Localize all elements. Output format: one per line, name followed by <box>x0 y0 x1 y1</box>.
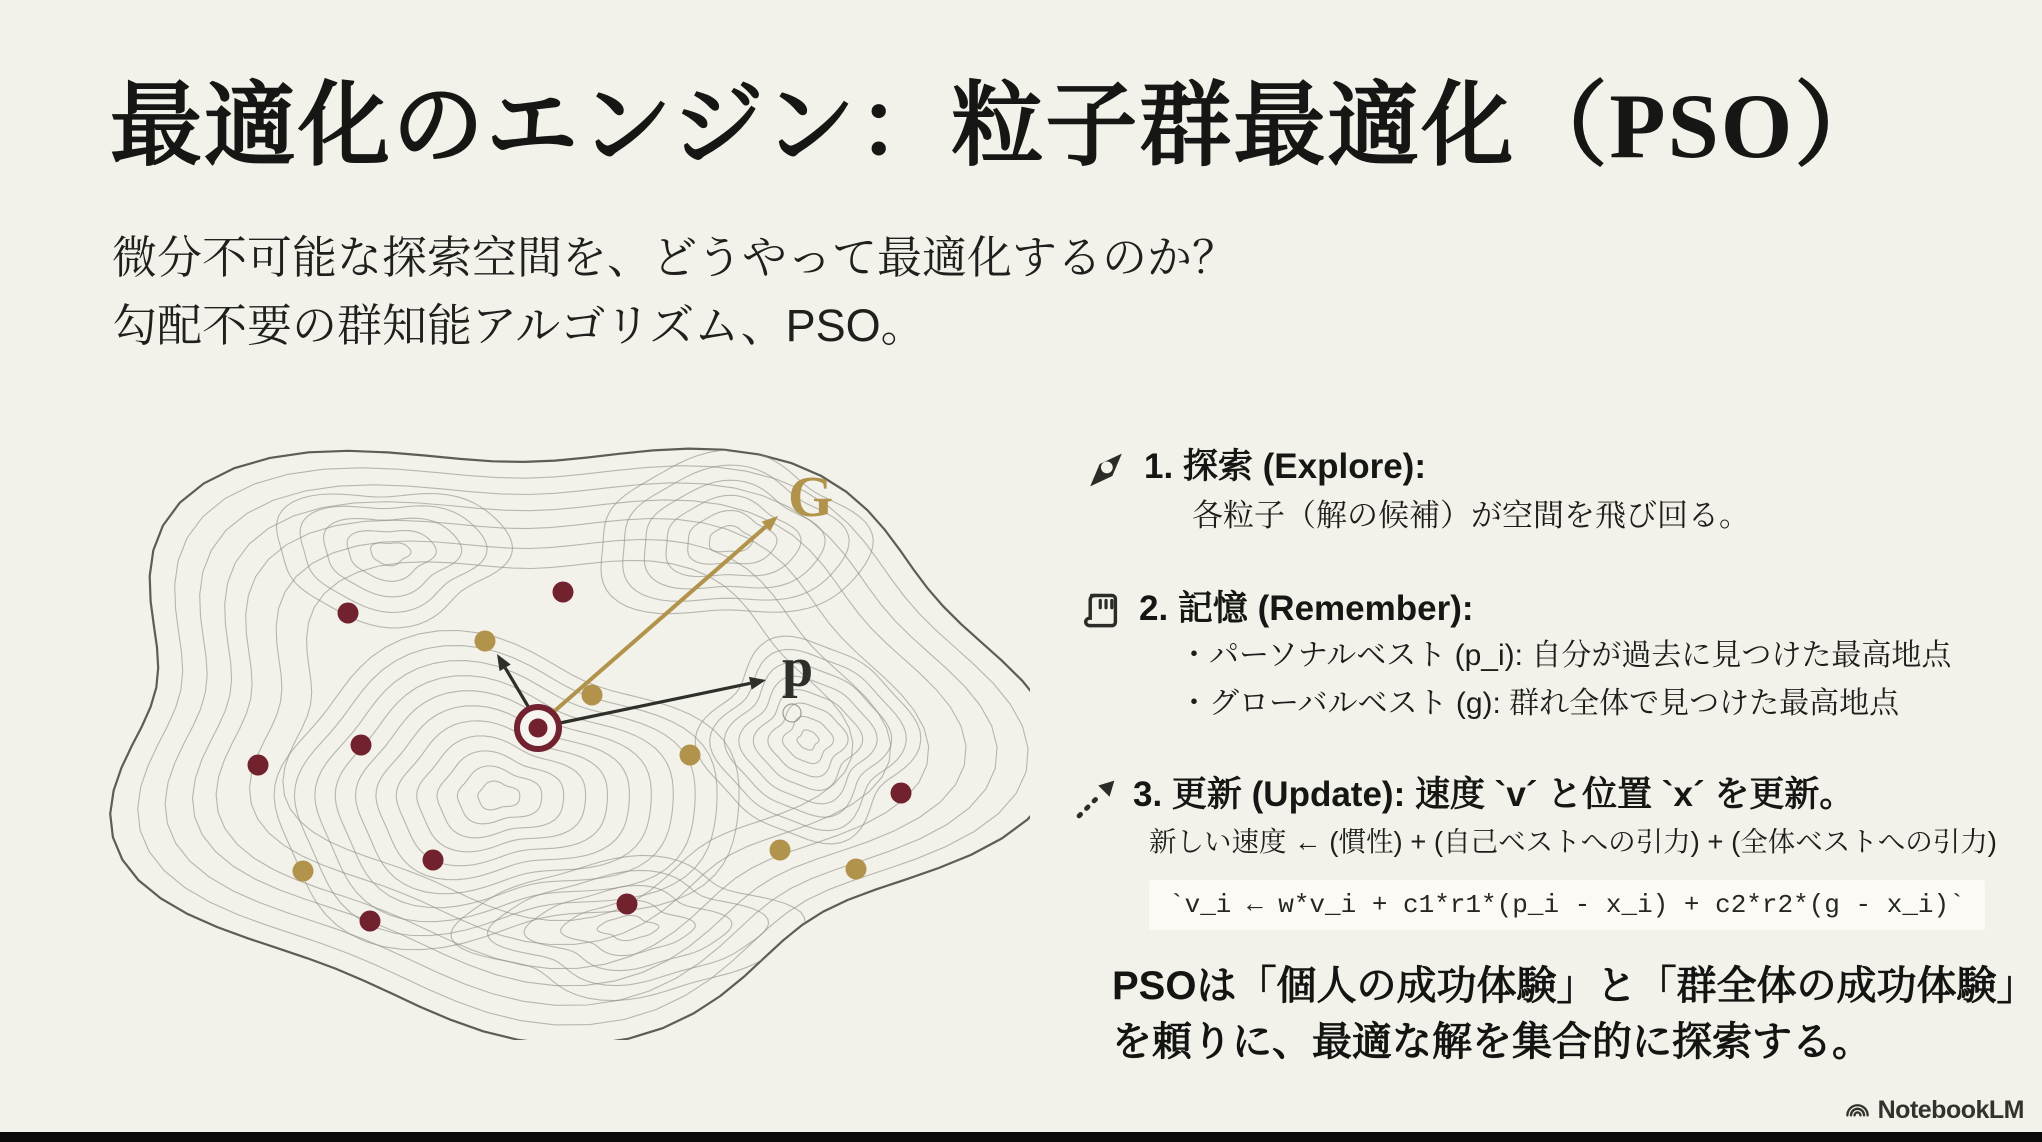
maroon-particle-dot <box>891 783 912 804</box>
gold-particle-dot <box>846 859 867 880</box>
contour-line <box>437 751 564 838</box>
contour-map-figure <box>80 428 1030 1040</box>
global-best-line: ・グローバルベスト (g): 群れ全体で見つけた最高地点 <box>1179 687 1900 720</box>
contour-line <box>216 519 929 969</box>
maroon-particle-dot <box>423 850 444 871</box>
contour-line <box>488 870 769 985</box>
page-title: 最適化のエンジン：粒子群最適化（PSO） <box>110 75 1889 177</box>
subtitle-line-2: 勾配不要の群知能アルゴリズム、PSO。 <box>112 300 926 351</box>
contour-line <box>417 736 586 852</box>
conclusion-line-1: PSOは「個人の成功体験」と「群全体の成功体験」 <box>1112 964 2037 1008</box>
step-explore <box>1083 444 1750 540</box>
step-explore-body <box>1144 444 1750 540</box>
contour-map-svg <box>80 428 1030 1040</box>
maroon-particle-dot <box>617 894 638 915</box>
step-explore-line: 各粒子（解の候補）が空間を飛び回る。 <box>1192 498 1750 533</box>
maroon-particle-dot <box>248 755 269 776</box>
letterbox-bar <box>0 1132 2042 1142</box>
notebooklm-wordmark: NotebookLM <box>1877 1095 2024 1124</box>
maroon-particle-dot <box>351 735 372 756</box>
gold-particle-dot <box>680 745 701 766</box>
search-space-outline <box>110 449 1030 1040</box>
gold-particle-dot <box>293 861 314 882</box>
step-remember <box>1078 586 1951 728</box>
step-update-heading: 3. 更新 (Update): 速度 `v´ と位置 `x´ を更新。 <box>1133 775 1855 814</box>
step-explore-heading: 1. 探索 (Explore): <box>1144 447 1426 486</box>
velocity-formula-line: 新しい速度 ← (慣性) + (自己ベストへの引力) + (全体ベストへの引力) <box>1149 826 1997 857</box>
notebooklm-watermark <box>1844 1094 2024 1126</box>
contour-line <box>274 631 739 950</box>
contour-line <box>324 518 462 597</box>
contour-line <box>768 703 848 777</box>
contour-lines <box>216 450 929 1001</box>
diagram-label-p: p <box>782 637 814 699</box>
contour-line <box>478 781 520 810</box>
contour-line <box>250 540 891 945</box>
maroon-particle-dot <box>360 911 381 932</box>
gold-particle-dot <box>582 685 603 706</box>
contour-line <box>709 526 753 552</box>
current-particle-dot <box>529 719 548 738</box>
personal-best-line: ・パーソナルベスト (p_i): 自分が過去に見つけた最高地点 <box>1179 639 1952 672</box>
step-update-body <box>1133 772 1997 930</box>
dashed-arrow-icon <box>1072 772 1120 828</box>
step-remember-heading: 2. 記憶 (Remember): <box>1139 589 1474 628</box>
contour-line <box>782 716 833 763</box>
compass-icon <box>1083 444 1131 498</box>
contour-line <box>797 730 819 750</box>
step-update <box>1072 772 1997 930</box>
maroon-particle-dot <box>553 582 574 603</box>
conclusion-text <box>1112 958 2036 1070</box>
conclusion-line-2: を頼りに、最適な解を集合的に探索する。 <box>1112 1020 1872 1064</box>
pso-update-code: `v_i ← w*v_i + c1*r1*(p_i - x_i) + c2*r2*(g - x_i)` <box>1149 880 1985 930</box>
diagram-label-G: G <box>788 464 834 529</box>
local-peak-circle <box>783 704 801 722</box>
subtitle <box>112 224 1237 360</box>
contour-line <box>347 531 436 582</box>
subtitle-line-1: 微分不可能な探索空間を、どうやって最適化するのか？ <box>112 232 1238 283</box>
notebooklm-icon <box>1844 1094 1871 1126</box>
gold-particle-dot <box>475 631 496 652</box>
contour-line <box>457 766 541 824</box>
contour-line <box>376 706 630 880</box>
gold-particle-dot <box>770 840 791 861</box>
book-icon <box>1078 586 1126 640</box>
step-remember-body <box>1139 586 1951 728</box>
maroon-particle-dot <box>338 603 359 624</box>
contour-line <box>451 855 805 1000</box>
